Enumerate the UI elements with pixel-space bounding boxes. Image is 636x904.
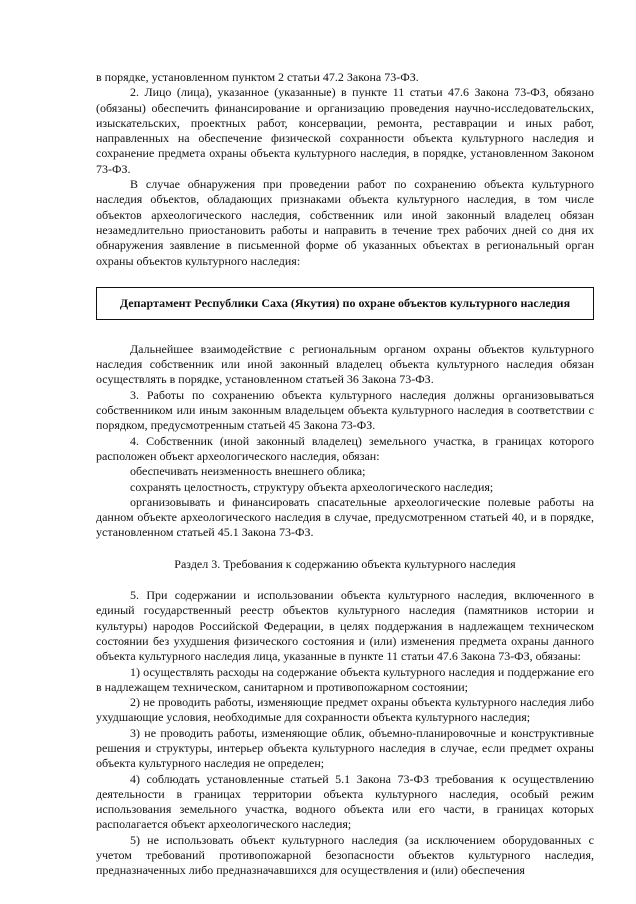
paragraph-item-5-4: 4) соблюдать установленные статьей 5.1 Закона 73-ФЗ требования к осуществлению деятельности в границах территории объекта культурного наследия, особый режим использования земельного участка, водного объекта или его части, в границах которых располагается объект археологического наследия;	[96, 771, 594, 832]
paragraph-item-4-c: организовывать и финансировать спасательные археологические полевые работы на данном объекте археологического наследия в случае, предусмотренном статьей 40, и в порядке, установленном статьей 45.1 Закона 73-ФЗ.	[96, 494, 594, 540]
paragraph-continuation: в порядке, установленном пунктом 2 статьи 47.2 Закона 73-ФЗ.	[96, 70, 419, 84]
document-page	[96, 70, 594, 879]
paragraph-item-5-1: 1) осуществлять расходы на содержание объекта культурного наследия и поддержание его в надлежащем техническом, санитарном и противопожарном состоянии;	[96, 664, 594, 694]
paragraph-item-5-5: 5) не использовать объект культурного наследия (за исключением оборудованных с учетом требований противопожарной безопасности объектов культурного наследия, предназначенных либо предназначавшихся для осуществления и (или) обеспечения	[96, 832, 594, 878]
paragraph-item-3: 3. Работы по сохранению объекта культурного наследия должны организовываться собственником или иным законным владельцем объекта культурного наследия в соответствии с порядком, предусмотренным статьей 45 Закона 73-ФЗ.	[96, 387, 594, 433]
paragraph-interaction: Дальнейшее взаимодействие с региональным органом охраны объектов культурного наследия собственник или иной законный владелец объекта культурного наследия обязан осуществлять в порядке, установленном статьей 36 Закона 73-ФЗ.	[96, 341, 594, 387]
paragraph-item-5-2: 2) не проводить работы, изменяющие предмет охраны объекта культурного наследия либо ухудшающие условия, необходимые для сохранности объекта культурного наследия;	[96, 695, 594, 725]
paragraph-item-4-a: обеспечивать неизменность внешнего облика;	[130, 464, 366, 479]
paragraph-item-5: 5. При содержании и использовании объекта культурного наследия, включенного в единый государственный реестр объектов культурного наследия (памятников истории и культуры) народов Российской Федерации, в целях поддержания в надлежащем техническом состоянии без ухудшения физического состояния и (или) изменения предмета охраны данного объекта культурного наследия лица, указанные в пункте 11 статьи 47.6 Закона 73-ФЗ, обязаны:	[96, 588, 594, 664]
section-heading: Раздел 3. Требования к содержанию объекта культурного наследия	[174, 556, 516, 571]
paragraph-item-2: 2. Лицо (лица), указанное (указанные) в пункте 11 статьи 47.6 Закона 73-ФЗ, обязано (обязаны) обеспечить финансирование и организацию проведения научно-исследовательских, изыскательских, проектных работ, консервации, ремонта, реставрации и иных работ, направленных на обеспечение физической сохранности объекта культурного наследия и сохранение предмета охраны объекта культурного наследия, в порядке, установленном Законом 73-ФЗ.	[96, 85, 594, 176]
paragraph-item-5-3: 3) не проводить работы, изменяющие облик, объемно-планировочные и конструктивные решения и структуры, интерьер объекта культурного наследия в случае, если предмет охраны объекта культурного наследия не определен;	[96, 725, 594, 771]
authority-name: Департамент Республики Саха (Якутия) по охране объектов культурного наследия	[119, 295, 571, 310]
paragraph-item-4-b: сохранять целостность, структуру объекта археологического наследия;	[130, 479, 494, 494]
paragraph-discovery: В случае обнаружения при проведении работ по сохранению объекта культурного наследия объектов, обладающих признаками объекта культурного наследия, в том числе объектов археологического наследия, собственник или иной законный владелец обязан незамедлительно приостановить работы и направить в течение трех рабочих дней со дня их обнаружения заявление в письменной форме об указанных объектах в региональный орган охраны объектов культурного наследия:	[96, 177, 594, 268]
paragraph-item-4: 4. Собственник (иной законный владелец) земельного участка, в границах которого расположен объект археологического наследия, обязан:	[96, 433, 594, 463]
authority-box	[96, 287, 594, 320]
